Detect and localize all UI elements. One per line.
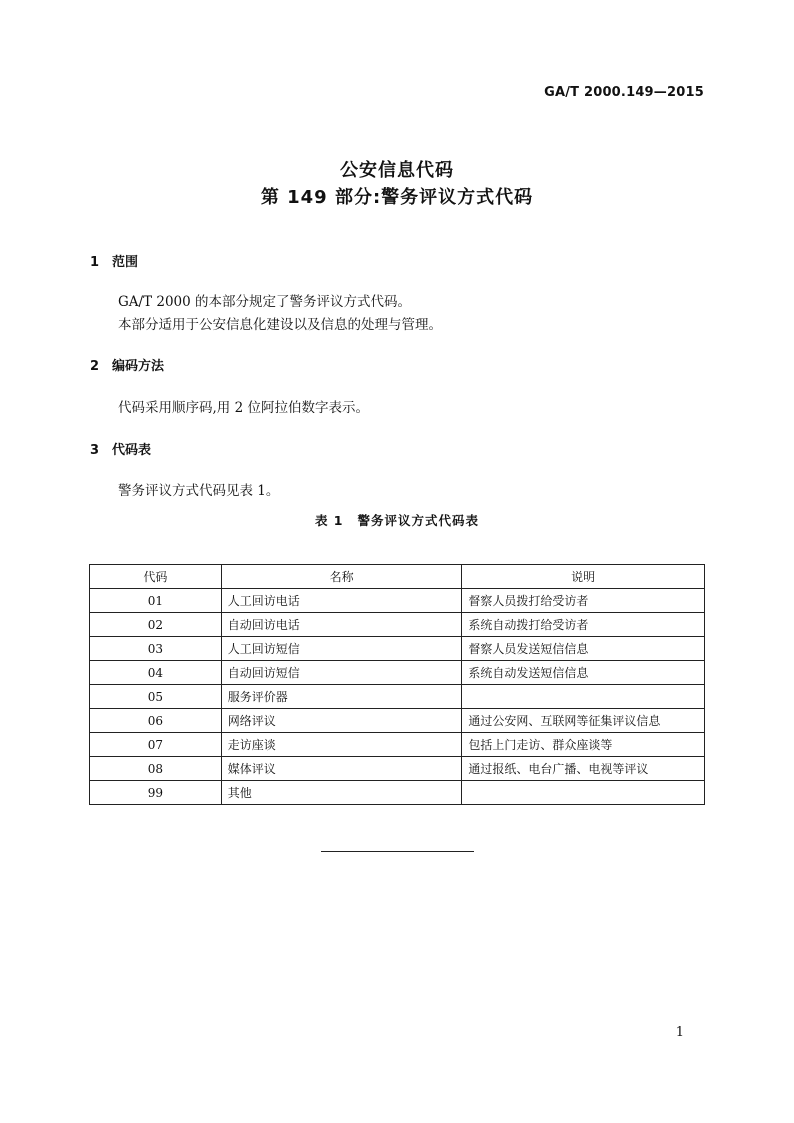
name-cell: 服务评价器: [221, 685, 462, 709]
code-cell: 06: [90, 709, 222, 733]
section-title: 代码表: [112, 443, 152, 458]
code-cell: 05: [90, 685, 222, 709]
code-table: [89, 564, 705, 805]
paragraph: 代码采用顺序码,用 2 位阿拉伯数字表示。: [118, 400, 369, 416]
paragraph: 本部分适用于公安信息化建设以及信息的处理与管理。: [118, 317, 442, 333]
code-cell: 02: [90, 613, 222, 637]
code-cell: 01: [90, 589, 222, 613]
document-title: 公安信息代码: [340, 160, 454, 181]
description-cell: [462, 781, 705, 805]
name-cell: 媒体评议: [221, 757, 462, 781]
section-title: 编码方法: [112, 359, 165, 374]
standard-number: GA/T 2000.149—2015: [544, 85, 704, 100]
description-cell: 系统自动拨打给受访者: [462, 613, 705, 637]
section-heading-scope: [90, 251, 138, 270]
section-number: 1: [90, 255, 100, 270]
description-cell: 通过公安网、互联网等征集评议信息: [462, 709, 705, 733]
page-number: 1: [675, 1025, 684, 1040]
document-subtitle: 第 149 部分:警务评议方式代码: [260, 187, 534, 208]
code-cell: 07: [90, 733, 222, 757]
table-row: [90, 661, 705, 685]
name-cell: 其他: [221, 781, 462, 805]
name-cell: 人工回访电话: [221, 589, 462, 613]
description-cell: 通过报纸、电台广播、电视等评议: [462, 757, 705, 781]
table-row: [90, 709, 705, 733]
table-row: [90, 757, 705, 781]
table-row: [90, 637, 705, 661]
code-cell: 04: [90, 661, 222, 685]
table-row: [90, 781, 705, 805]
table-row: [90, 733, 705, 757]
table-row: [90, 613, 705, 637]
name-cell: 自动回访电话: [221, 613, 462, 637]
column-header-code: 代码: [90, 565, 222, 589]
end-divider: [321, 851, 474, 852]
paragraph: GA/T 2000 的本部分规定了警务评议方式代码。: [118, 294, 412, 310]
description-cell: 督察人员发送短信信息: [462, 637, 705, 661]
code-cell: 03: [90, 637, 222, 661]
table-header-row: [90, 565, 705, 589]
table-caption-title: 警务评议方式代码表: [357, 513, 480, 528]
table-row: [90, 589, 705, 613]
name-cell: 走访座谈: [221, 733, 462, 757]
section-number: 2: [90, 359, 100, 374]
description-cell: 系统自动发送短信信息: [462, 661, 705, 685]
column-header-description: 说明: [462, 565, 705, 589]
description-cell: [462, 685, 705, 709]
paragraph: 警务评议方式代码见表 1。: [118, 483, 280, 499]
section-number: 3: [90, 443, 100, 458]
table-caption-label: 表 1: [314, 513, 344, 528]
name-cell: 网络评议: [221, 709, 462, 733]
section-title: 范围: [112, 255, 139, 270]
code-cell: 99: [90, 781, 222, 805]
name-cell: 人工回访短信: [221, 637, 462, 661]
name-cell: 自动回访短信: [221, 661, 462, 685]
description-cell: 督察人员拨打给受访者: [462, 589, 705, 613]
section-heading-code-table: [90, 439, 151, 458]
table-row: [90, 685, 705, 709]
column-header-name: 名称: [221, 565, 462, 589]
table-caption: [0, 511, 794, 529]
description-cell: 包括上门走访、群众座谈等: [462, 733, 705, 757]
code-cell: 08: [90, 757, 222, 781]
section-heading-coding-method: [90, 355, 164, 374]
